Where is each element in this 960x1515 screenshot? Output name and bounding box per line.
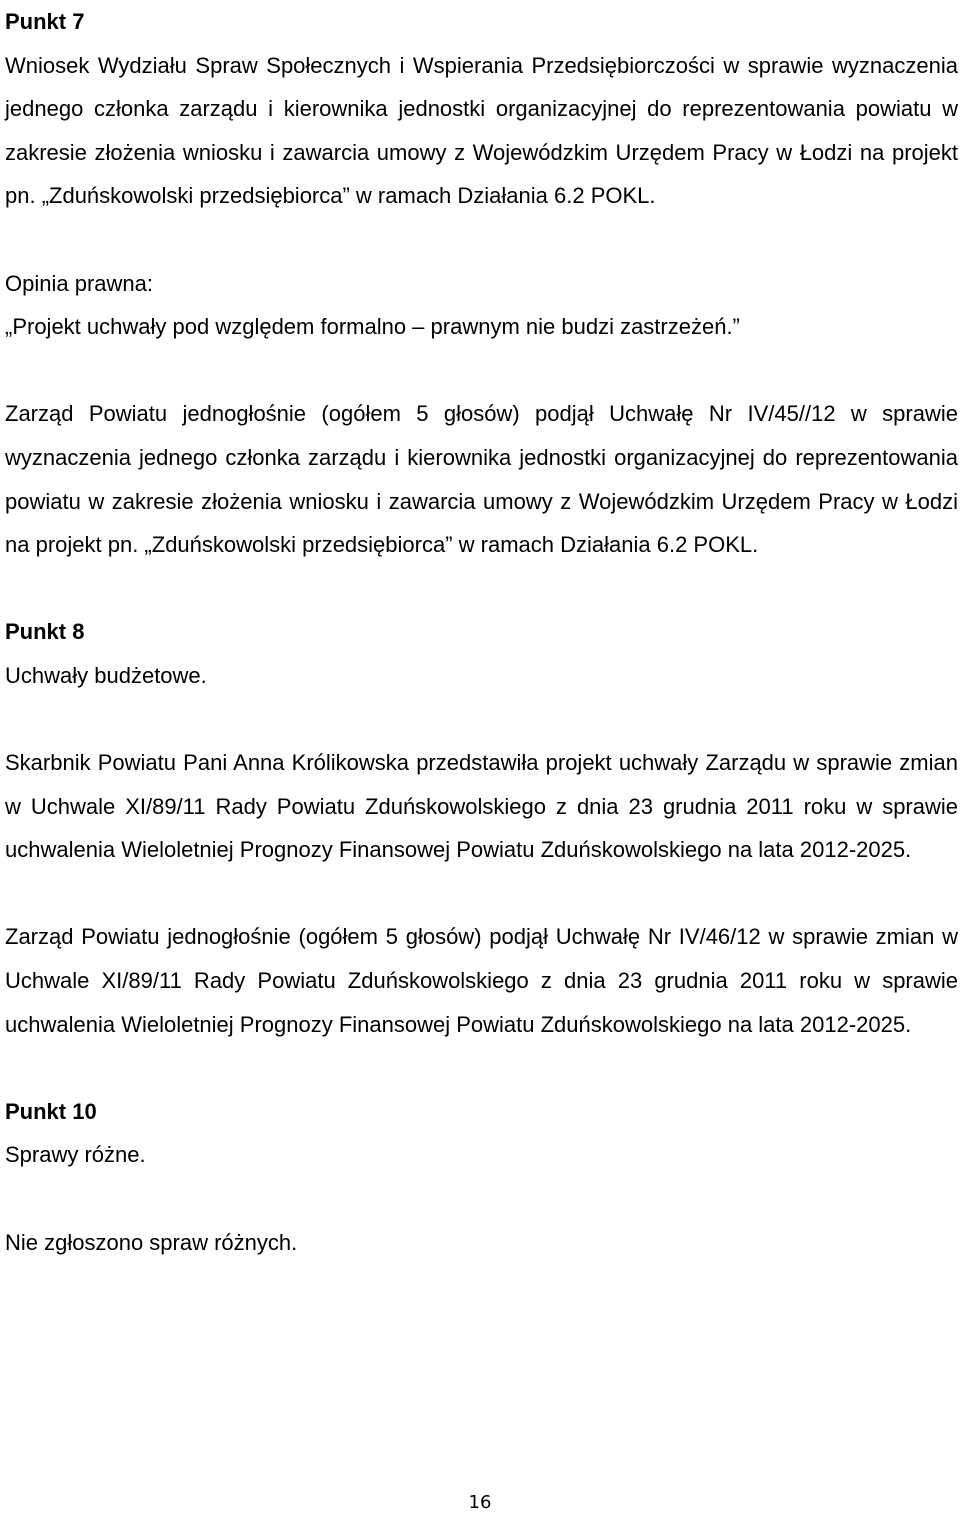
punkt-8-resolution: Zarząd Powiatu jednogłośnie (ogółem 5 głosów) podjął Uchwałę Nr IV/46/12 w sprawie zmian w Uchwale XI/89/11 Rady Powiatu Zduńskowolskiego z dnia 23 grudnia 2011 roku w sprawie uchwalenia Wieloletniej Prognozy Finansowej Powiatu Zduńskowolskiego na lata 2012-2025. (5, 924, 958, 1037)
punkt-8-subtitle: Uchwały budżetowe. (5, 662, 207, 688)
page-number: 16 (468, 1492, 492, 1513)
punkt-10-subtitle: Sprawy różne. (5, 1142, 146, 1168)
punkt-8-heading: Punkt 8 (5, 619, 85, 645)
punkt-7-resolution: Zarząd Powiatu jednogłośnie (ogółem 5 głosów) podjął Uchwałę Nr IV/45//12 w sprawie wyznaczenia jednego członka zarządu i kierownika jednostki organizacyjnej do reprezentowania powiatu w zakresie złożenia wniosku i zawarcia umowy z Wojewódzkim Urzędem Pracy w Łodzi na projekt pn. „Zduńskowolski przedsiębiorca” w ramach Działania 6.2 POKL. (5, 401, 958, 558)
legal-opinion-label: Opinia prawna: (5, 270, 153, 296)
document-body (5, 0, 958, 1264)
punkt-8-presentation: Skarbnik Powiatu Pani Anna Królikowska przedstawiła projekt uchwały Zarządu w sprawie zmian w Uchwale XI/89/11 Rady Powiatu Zduńskowolskiego z dnia 23 grudnia 2011 roku w sprawie uchwalenia Wieloletniej Prognozy Finansowej Powiatu Zduńskowolskiego na lata 2012-2025. (5, 750, 958, 863)
punkt-7-heading: Punkt 7 (5, 9, 85, 34)
punkt-10-heading: Punkt 10 (5, 1098, 97, 1124)
punkt-10-note: Nie zgłoszono spraw różnych. (5, 1229, 298, 1255)
legal-opinion-text: „Projekt uchwały pod względem formalno – prawnym nie budzi zastrzeżeń.” (5, 314, 740, 340)
punkt-7-description: Wniosek Wydziału Spraw Społecznych i Wspierania Przedsiębiorczości w sprawie wyznaczenia jednego członka zarządu i kierownika jednostki organizacyjnej do reprezentowania powiatu w zakresie złożenia wniosku i zawarcia umowy z Wojewódzkim Urzędem Pracy w Łodzi na projekt pn. „Zduńskowolski przedsiębiorca” w ramach Działania 6.2 POKL. (5, 52, 958, 209)
